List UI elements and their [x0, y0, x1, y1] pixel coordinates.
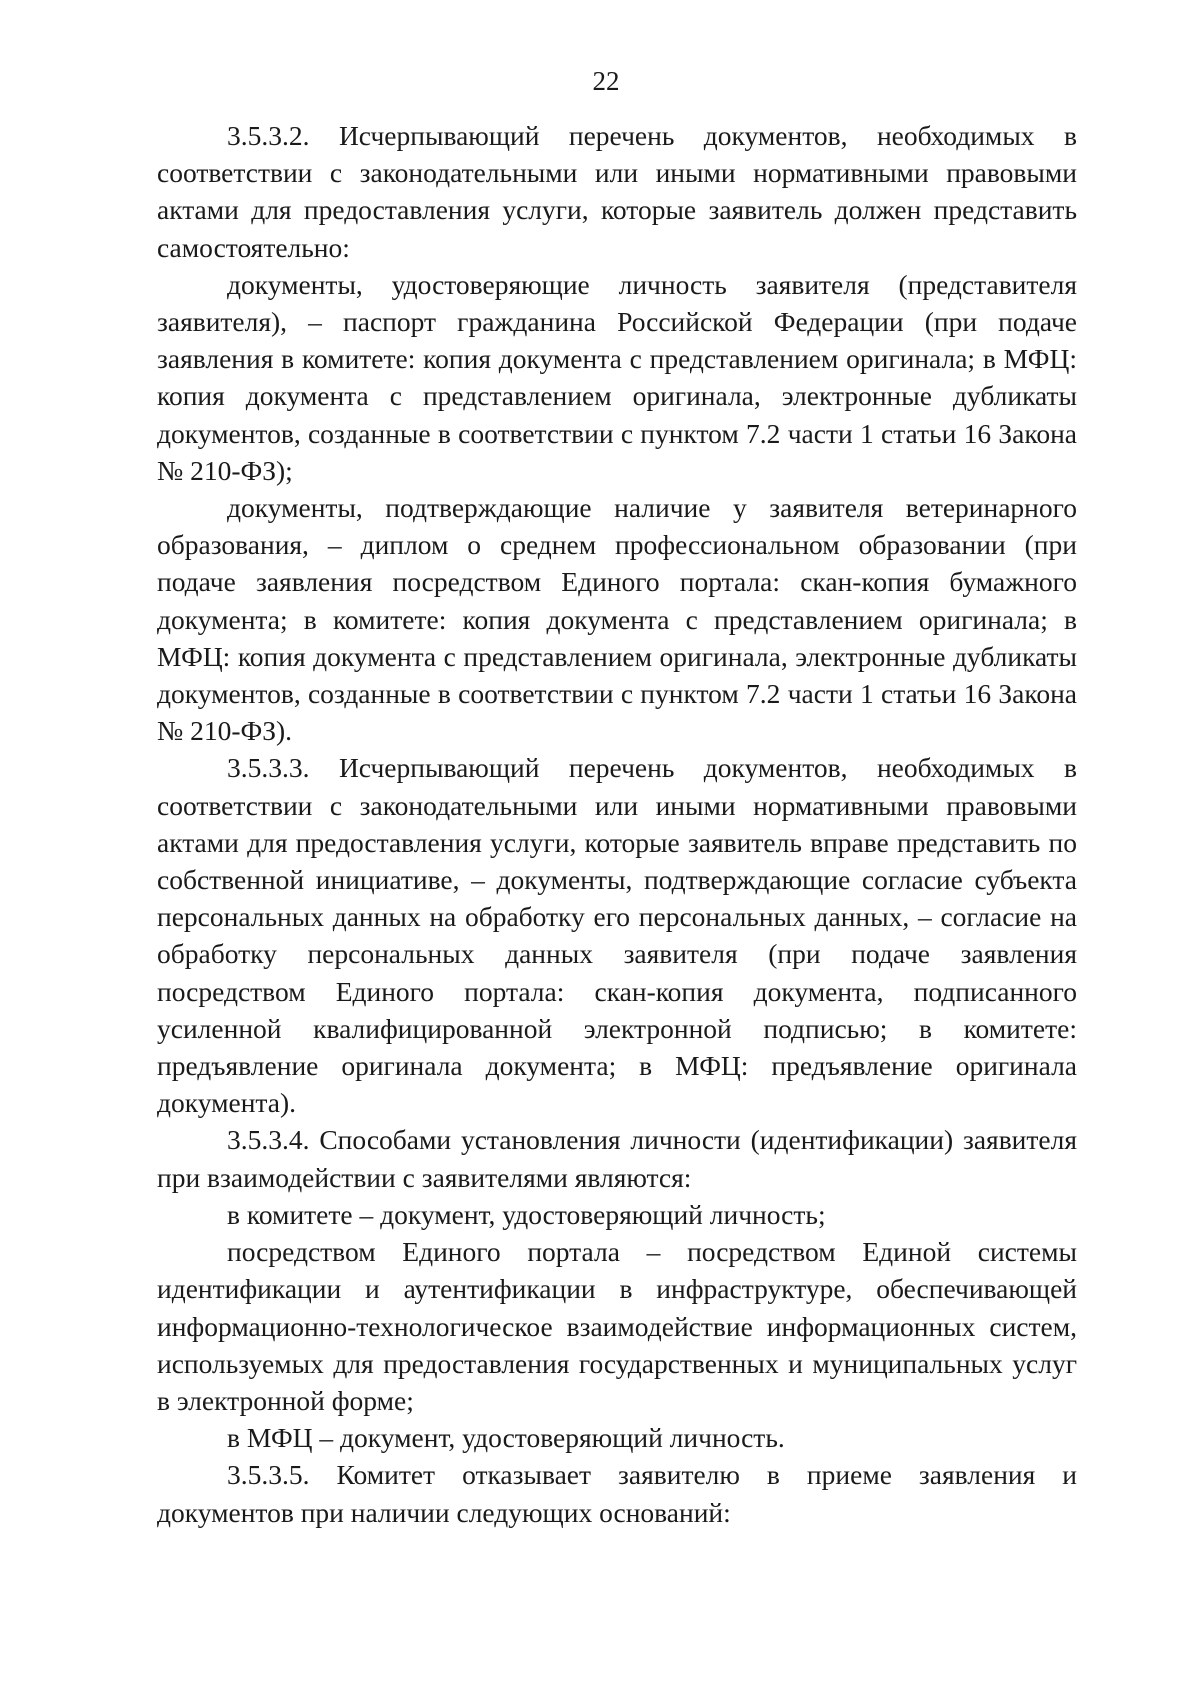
paragraph-mfc-identification: в МФЦ – документ, удостоверяющий личность.	[227, 1422, 785, 1454]
paragraph-committee-identification: в комитете – документ, удостоверяющий личность;	[227, 1198, 826, 1230]
document-body	[157, 117, 1077, 1531]
paragraph-3-5-3-4: 3.5.3.4. Способами установления личности (идентификации) заявителя при взаимодействии с заявителями являются:	[157, 1124, 1077, 1193]
paragraph-3-5-3-5: 3.5.3.5. Комитет отказывает заявителю в приеме заявления и документов при наличии следующих оснований:	[157, 1459, 1077, 1528]
paragraph-veterinary-education: документы, подтверждающие наличие у заявителя ветеринарного образования, – диплом о среднем профессиональном образовании (при подаче заявления посредством Единого портала: скан-копия бумажного документа; в комитете: копия документа с представлением оригинала; в МФЦ: копия документа с представлением оригинала, электронные дубликаты документов, созданные в соответствии с пунктом 7.2 части 1 статьи 16 Закона № 210-ФЗ).	[157, 492, 1077, 747]
paragraph-identity-documents: документы, удостоверяющие личность заявителя (представителя заявителя), – паспорт гражданина Российской Федерации (при подаче заявления в комитете: копия документа с представлением оригинала; в МФЦ: копия документа с представлением оригинала, электронные дубликаты документов, созданные в соответствии с пунктом 7.2 части 1 статьи 16 Закона № 210-ФЗ);	[157, 268, 1077, 486]
paragraph-portal-identification: посредством Единого портала – посредством Единой системы идентификации и аутентификации в инфраструктуре, обеспечивающей информационно-технологическое взаимодействие информационных систем, используемых для предоставления государственных и муниципальных услуг в электронной форме;	[157, 1236, 1077, 1416]
paragraph-3-5-3-2: 3.5.3.2. Исчерпывающий перечень документов, необходимых в соответствии с законодательными или иными нормативными правовыми актами для предоставления услуги, которые заявитель должен представить самостоятельно:	[157, 120, 1077, 263]
paragraph-3-5-3-3: 3.5.3.3. Исчерпывающий перечень документов, необходимых в соответствии с законодательными или иными нормативными правовыми актами для предоставления услуги, которые заявитель вправе представить по собственной инициативе, – документы, подтверждающие согласие субъекта персональных данных на обработку его персональных данных, – согласие на обработку персональных данных заявителя (при подаче заявления посредством Единого портала: скан-копия документа, подписанного усиленной квалифицированной электронной подписью; в комитете: предъявление оригинала документа; в МФЦ: предъявление оригинала документа).	[157, 752, 1077, 1119]
page-number: 22	[592, 66, 620, 96]
